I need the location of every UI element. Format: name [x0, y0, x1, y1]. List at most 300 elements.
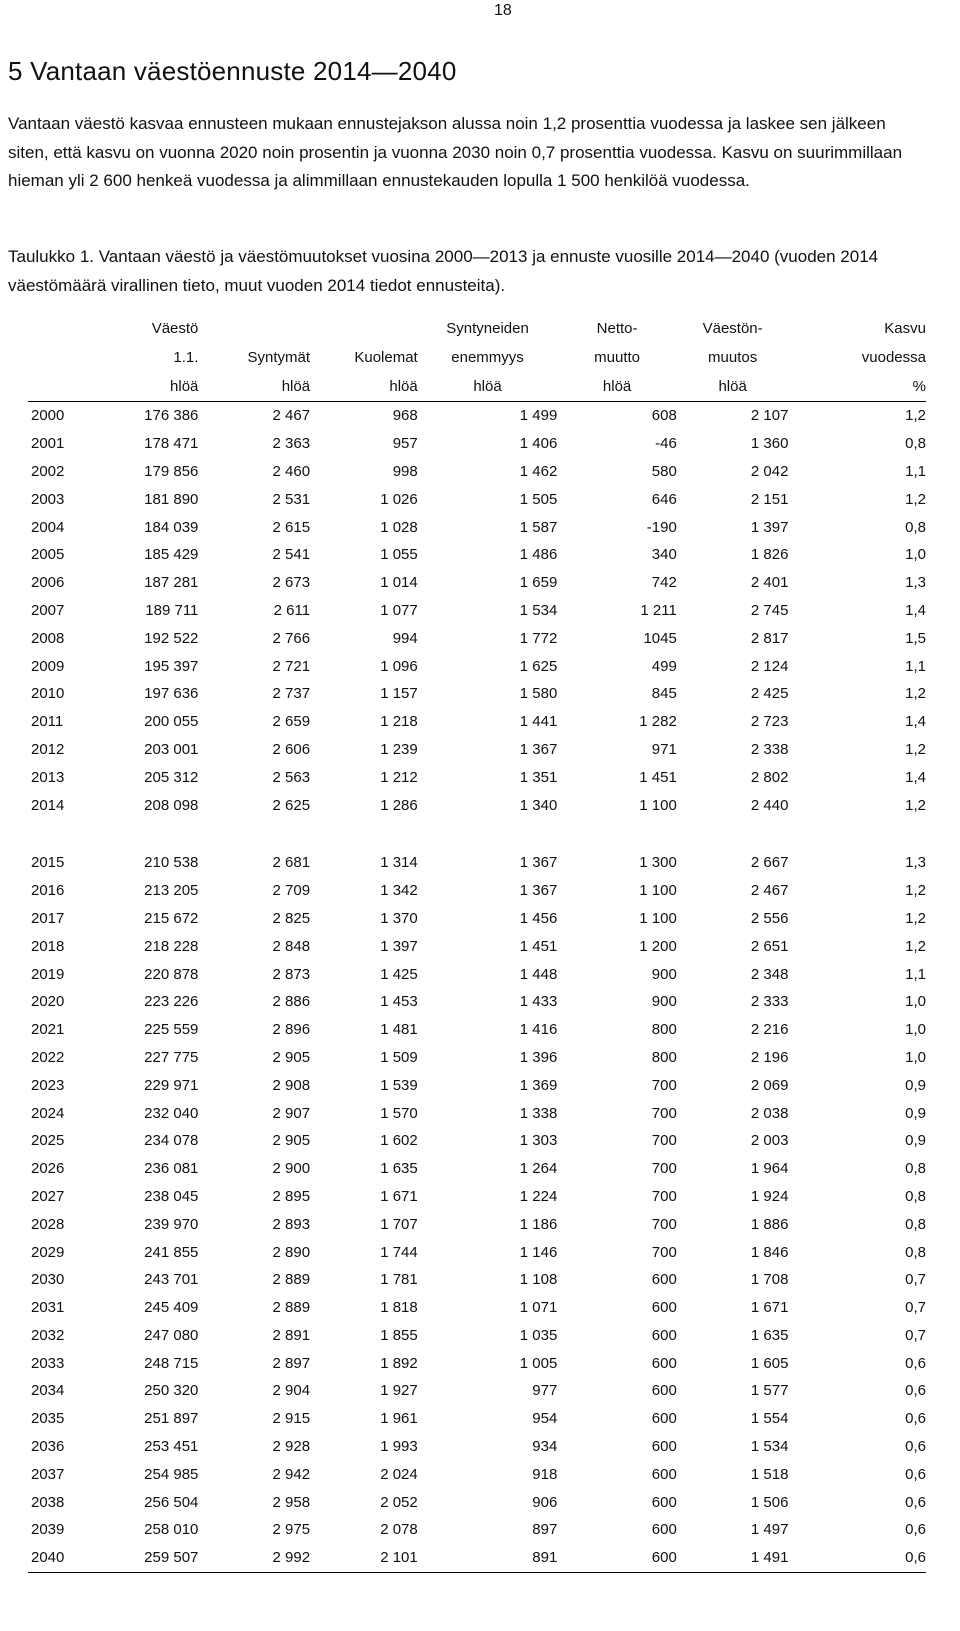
- value-cell: 1 157: [380, 685, 418, 703]
- value-cell: 200 055: [144, 713, 199, 731]
- value-cell: 2 615: [272, 518, 311, 536]
- value-cell: 1 028: [380, 518, 418, 536]
- header-row1-cell: [28, 314, 119, 343]
- value-cell: 2 216: [750, 1021, 789, 1039]
- table-row: [28, 1516, 926, 1544]
- value-cell: 0,8: [905, 1160, 926, 1178]
- value-cell: 1 416: [519, 1021, 558, 1039]
- table-row: [28, 1405, 926, 1433]
- value-cell: 2 889: [272, 1271, 311, 1289]
- value-cell: 1 587: [519, 518, 558, 536]
- year-cell: 2023: [31, 1076, 65, 1094]
- table-row: [28, 1322, 926, 1350]
- header-row1-cell: Syntyneiden: [446, 320, 529, 337]
- year-cell: 2035: [31, 1410, 65, 1428]
- value-cell: 2 915: [272, 1410, 311, 1428]
- value-cell: 1 035: [519, 1326, 558, 1344]
- value-cell: 1 100: [639, 909, 677, 927]
- value-cell: 600: [651, 1410, 677, 1428]
- year-cell: 2040: [28, 1544, 119, 1572]
- year-cell: 2005: [31, 546, 65, 564]
- value-cell: 1 451: [519, 937, 558, 955]
- value-cell: 1,2: [905, 407, 926, 425]
- value-cell: 2 889: [272, 1299, 311, 1317]
- value-cell: 1 570: [380, 1104, 418, 1122]
- value-cell: 1 892: [380, 1354, 418, 1372]
- page-number: 18: [494, 2, 512, 19]
- value-cell: 0,7: [905, 1326, 926, 1344]
- value-cell: 800: [651, 1021, 677, 1039]
- value-cell: 1 964: [750, 1160, 789, 1178]
- value-cell: 225 559: [144, 1021, 199, 1039]
- value-cell: 1,4: [905, 768, 926, 786]
- value-cell: 0,6: [905, 1438, 926, 1456]
- table-body: [28, 402, 926, 1573]
- table-row: [28, 988, 926, 1016]
- value-cell: 2 766: [272, 629, 311, 647]
- value-cell: 1 014: [380, 574, 418, 592]
- value-cell: 2 042: [750, 462, 789, 480]
- value-cell: 2 900: [272, 1160, 311, 1178]
- value-cell: 1 744: [380, 1243, 418, 1261]
- value-cell: 2 440: [750, 796, 789, 814]
- value-cell: 251 897: [144, 1410, 199, 1428]
- value-cell: 253 451: [144, 1438, 199, 1456]
- value-cell: 1,2: [905, 796, 926, 814]
- value-cell: 179 856: [144, 462, 199, 480]
- year-cell: 2008: [31, 629, 65, 647]
- value-cell: 1 518: [750, 1465, 789, 1483]
- value-cell: 1,0: [905, 1021, 926, 1039]
- value-cell: 1 397: [750, 518, 789, 536]
- value-cell: 1 397: [380, 937, 418, 955]
- value-cell: 1 286: [380, 796, 418, 814]
- year-cell: 2037: [31, 1465, 65, 1483]
- value-cell: 227 775: [144, 1048, 199, 1066]
- value-cell: 2 556: [750, 909, 789, 927]
- value-cell: 208 098: [144, 796, 199, 814]
- value-cell: 600: [651, 1493, 677, 1511]
- value-cell: 2 928: [272, 1438, 311, 1456]
- year-cell: 2021: [31, 1021, 65, 1039]
- value-cell: 1 534: [519, 601, 558, 619]
- header-row2-cell: vuodessa: [861, 349, 926, 366]
- value-cell: 1 146: [519, 1243, 558, 1261]
- value-cell: 646: [651, 490, 677, 508]
- value-cell: 891: [418, 1544, 558, 1572]
- value-cell: 203 001: [144, 740, 199, 758]
- year-cell: 2002: [31, 462, 65, 480]
- value-cell: 2 681: [272, 854, 311, 872]
- value-cell: 2 904: [272, 1382, 311, 1400]
- year-cell: 2010: [31, 685, 65, 703]
- value-cell: 2 101: [310, 1544, 418, 1572]
- value-cell: 800: [651, 1048, 677, 1066]
- table-row: [28, 1210, 926, 1238]
- value-cell: 1 425: [380, 965, 418, 983]
- value-cell: 1,1: [905, 965, 926, 983]
- header-row1-cell: Väestö: [151, 320, 199, 337]
- value-cell: 700: [651, 1132, 677, 1150]
- value-cell: 2 895: [272, 1187, 311, 1205]
- value-cell: 998: [392, 462, 418, 480]
- value-cell: 2 541: [272, 546, 311, 564]
- value-cell: 600: [651, 1382, 677, 1400]
- table-row: [28, 763, 926, 791]
- header-row2-cell: 1.1.: [173, 349, 199, 366]
- value-cell: 1,3: [905, 854, 926, 872]
- table-caption: Taulukko 1. Vantaan väestö ja väestömuutokset vuosina 2000—2013 ja ennuste vuosille 2014—2040 (vuoden 2014 väestömäärä virallinen tieto, muut vuoden 2014 tiedot ennusteita).: [8, 247, 879, 295]
- table-row: [28, 1377, 926, 1405]
- value-cell: 1 855: [380, 1326, 418, 1344]
- year-cell: 2028: [31, 1215, 65, 1233]
- units-row: [28, 372, 926, 402]
- value-cell: 1 441: [519, 713, 558, 731]
- value-cell: 1 961: [380, 1410, 418, 1428]
- value-cell: 2 907: [272, 1104, 311, 1122]
- value-cell: 1,0: [905, 1048, 926, 1066]
- value-cell: 0,8: [905, 1243, 926, 1261]
- value-cell: 600: [651, 1299, 677, 1317]
- table-row: [28, 1266, 926, 1294]
- value-cell: 232 040: [144, 1104, 199, 1122]
- value-cell: 2 673: [272, 574, 311, 592]
- table-row: [28, 652, 926, 680]
- value-cell: 2 467: [750, 882, 789, 900]
- year-cell: 2006: [31, 574, 65, 592]
- table-row: [28, 1488, 926, 1516]
- value-cell: 1 509: [380, 1048, 418, 1066]
- table-row: [28, 1294, 926, 1322]
- year-cell: 2009: [31, 657, 65, 675]
- table-row: [28, 905, 926, 933]
- value-cell: 2 992: [198, 1544, 310, 1572]
- table-row: [28, 1349, 926, 1377]
- value-cell: 0,8: [905, 1215, 926, 1233]
- year-cell: 2019: [31, 965, 65, 983]
- value-cell: 1 451: [639, 768, 677, 786]
- header-row-1: [28, 314, 926, 343]
- value-cell: 247 080: [144, 1326, 199, 1344]
- value-cell: 1 846: [750, 1243, 789, 1261]
- value-cell: 1,2: [905, 937, 926, 955]
- value-cell: 1 369: [519, 1076, 558, 1094]
- value-cell: 2 905: [272, 1132, 311, 1150]
- value-cell: 213 205: [144, 882, 199, 900]
- value-cell: 2 975: [272, 1521, 311, 1539]
- value-cell: 1,5: [905, 629, 926, 647]
- value-cell: 245 409: [144, 1299, 199, 1317]
- value-cell: 1 100: [639, 796, 677, 814]
- value-cell: 1 239: [380, 740, 418, 758]
- value-cell: 1 367: [519, 740, 558, 758]
- year-cell: 2024: [31, 1104, 65, 1122]
- value-cell: 600: [651, 1465, 677, 1483]
- value-cell: 968: [392, 407, 418, 425]
- value-cell: 0,7: [905, 1271, 926, 1289]
- value-cell: 1 671: [750, 1299, 789, 1317]
- value-cell: 2 721: [272, 657, 311, 675]
- value-cell: 1,2: [905, 882, 926, 900]
- year-cell: 2015: [31, 854, 65, 872]
- value-cell: 0,6: [905, 1410, 926, 1428]
- table-row: [28, 430, 926, 458]
- value-cell: 1,4: [905, 713, 926, 731]
- header-row2-cell: enemmyys: [451, 349, 524, 366]
- value-cell: 2 467: [272, 407, 311, 425]
- value-cell: 580: [651, 462, 677, 480]
- value-cell: 2 024: [380, 1465, 418, 1483]
- value-cell: 1 505: [519, 490, 558, 508]
- table-row: [28, 1460, 926, 1488]
- value-cell: 2 817: [750, 629, 789, 647]
- value-cell: 178 471: [144, 435, 199, 453]
- value-cell: 1 772: [519, 629, 558, 647]
- year-cell: 2014: [31, 796, 65, 814]
- value-cell: 2 873: [272, 965, 311, 983]
- value-cell: 2 401: [750, 574, 789, 592]
- value-cell: 1 577: [750, 1382, 789, 1400]
- table-row: [28, 1183, 926, 1211]
- value-cell: 1 338: [519, 1104, 558, 1122]
- value-cell: 239 970: [144, 1215, 199, 1233]
- value-cell: 2 078: [380, 1521, 418, 1539]
- year-cell: 2018: [31, 937, 65, 955]
- value-cell: 0,9: [905, 1076, 926, 1094]
- value-cell: 1 005: [519, 1354, 558, 1372]
- value-cell: 189 711: [145, 601, 199, 619]
- table-row: [28, 1016, 926, 1044]
- header-row2-cell: muutto: [594, 349, 640, 366]
- value-cell: 234 078: [144, 1132, 199, 1150]
- value-cell: 236 081: [144, 1160, 199, 1178]
- value-cell: 1 635: [380, 1160, 418, 1178]
- value-cell: 2 338: [750, 740, 789, 758]
- value-cell: 2 038: [750, 1104, 789, 1122]
- chapter-title: 5 Vantaan väestöennuste 2014—2040: [8, 56, 457, 86]
- value-cell: 2 802: [750, 768, 789, 786]
- value-cell: 1 224: [519, 1187, 558, 1205]
- header-row1-cell: [198, 314, 310, 343]
- table-row: [28, 1544, 926, 1572]
- value-cell: 243 701: [144, 1271, 199, 1289]
- value-cell: 1 497: [750, 1521, 789, 1539]
- year-cell: 2020: [31, 993, 65, 1011]
- year-cell: 2011: [31, 713, 64, 731]
- year-cell: 2013: [31, 768, 65, 786]
- value-cell: 934: [532, 1438, 558, 1456]
- units-row-cell: %: [788, 372, 926, 402]
- value-cell: 1 396: [519, 1048, 558, 1066]
- value-cell: 1 303: [519, 1132, 558, 1150]
- value-cell: 1 055: [380, 546, 418, 564]
- value-cell: 600: [651, 1271, 677, 1289]
- value-cell: 1 314: [380, 854, 418, 872]
- value-cell: 1 491: [677, 1544, 789, 1572]
- table-row: [28, 402, 926, 430]
- value-cell: 700: [651, 1104, 677, 1122]
- value-cell: 2 625: [272, 796, 311, 814]
- year-cell: 2026: [31, 1160, 65, 1178]
- value-cell: 2 003: [750, 1132, 789, 1150]
- intro-paragraph: Vantaan väestö kasvaa ennusteen mukaan ennustejakson alussa noin 1,2 prosenttia vuodessa ja laskee sen jälkeen siten, että kasvu on vuonna 2020 noin prosentin ja vuonna 2030 noin 0,7 prosenttia vuodessa. Kasvu on suurimmillaan hieman yli 2 600 henkeä vuodessa ja alimmillaan ennustekauden lopulla 1 500 henkilöä vuodessa.: [8, 114, 903, 190]
- value-cell: 0,7: [905, 1299, 926, 1317]
- gap-cell: [28, 819, 926, 849]
- units-row-cell: hlöä: [677, 372, 789, 402]
- value-cell: 1,1: [905, 657, 926, 675]
- value-cell: 187 281: [144, 574, 199, 592]
- value-cell: 1 539: [380, 1076, 418, 1094]
- value-cell: 2 737: [272, 685, 311, 703]
- value-cell: 184 039: [144, 518, 199, 536]
- value-cell: 1 077: [380, 601, 418, 619]
- value-cell: 223 226: [144, 993, 199, 1011]
- value-cell: 845: [651, 685, 677, 703]
- value-cell: 2 651: [750, 937, 789, 955]
- units-row-cell: hlöä: [418, 372, 558, 402]
- value-cell: 1 886: [750, 1215, 789, 1233]
- value-cell: 2 848: [272, 937, 311, 955]
- year-cell: 2001: [31, 435, 65, 453]
- value-cell: 2 196: [750, 1048, 789, 1066]
- table-gap-row: [28, 819, 926, 849]
- value-cell: 1 212: [380, 768, 418, 786]
- value-cell: 1 300: [639, 854, 677, 872]
- table-row: [28, 569, 926, 597]
- value-cell: 1 707: [380, 1215, 418, 1233]
- value-cell: 700: [651, 1187, 677, 1205]
- value-cell: 2 896: [272, 1021, 311, 1039]
- value-cell: 2 611: [273, 601, 311, 619]
- value-cell: 1 360: [750, 435, 789, 453]
- value-cell: 2 460: [272, 462, 311, 480]
- value-cell: 1 486: [519, 546, 558, 564]
- value-cell: 250 320: [144, 1382, 199, 1400]
- value-cell: 215 672: [144, 909, 199, 927]
- header-row2-cell: muutos: [708, 349, 758, 366]
- value-cell: 1 625: [519, 657, 558, 675]
- units-row-cell: hlöä: [310, 372, 418, 402]
- value-cell: 957: [392, 435, 418, 453]
- year-cell: 2007: [31, 601, 65, 619]
- value-cell: 1 602: [380, 1132, 418, 1150]
- table-row: [28, 513, 926, 541]
- value-cell: 600: [651, 1438, 677, 1456]
- value-cell: 1 659: [519, 574, 558, 592]
- value-cell: 1 282: [639, 713, 677, 731]
- units-row-cell: hlöä: [119, 372, 199, 402]
- value-cell: 2 606: [272, 740, 311, 758]
- value-cell: 1 453: [380, 993, 418, 1011]
- table-row: [28, 1099, 926, 1127]
- header-row2-cell: Kuolemat: [354, 349, 418, 366]
- table-row: [28, 1155, 926, 1183]
- value-cell: 1,0: [905, 546, 926, 564]
- value-cell: 1 462: [519, 462, 558, 480]
- value-cell: 181 890: [144, 490, 199, 508]
- value-cell: 994: [392, 629, 418, 647]
- table-row: [28, 597, 926, 625]
- value-cell: 176 386: [144, 407, 199, 425]
- value-cell: 185 429: [144, 546, 199, 564]
- value-cell: 0,6: [905, 1521, 926, 1539]
- value-cell: 1 096: [380, 657, 418, 675]
- value-cell: 1 708: [750, 1271, 789, 1289]
- table-row: [28, 736, 926, 764]
- value-cell: 0,6: [905, 1493, 926, 1511]
- year-cell: 2025: [31, 1132, 65, 1150]
- value-cell: 210 538: [144, 854, 199, 872]
- value-cell: 2 667: [750, 854, 789, 872]
- table-row: [28, 1433, 926, 1461]
- value-cell: 600: [651, 1326, 677, 1344]
- value-cell: 1 826: [750, 546, 789, 564]
- value-cell: 700: [651, 1076, 677, 1094]
- header-row1-cell: Kasvu: [884, 320, 926, 337]
- value-cell: 1045: [643, 629, 677, 647]
- value-cell: -190: [646, 518, 677, 536]
- value-cell: 2 563: [272, 768, 311, 786]
- value-cell: 1 448: [519, 965, 558, 983]
- value-cell: 600: [651, 1521, 677, 1539]
- value-cell: 1 605: [750, 1354, 789, 1372]
- year-cell: 2022: [31, 1048, 65, 1066]
- value-cell: 1 927: [380, 1382, 418, 1400]
- value-cell: 1 367: [519, 854, 558, 872]
- value-cell: 608: [651, 407, 677, 425]
- value-cell: 1 200: [639, 937, 677, 955]
- value-cell: 1 211: [640, 601, 677, 619]
- header-row-2: [28, 343, 926, 372]
- value-cell: 2 745: [750, 601, 789, 619]
- table-row: [28, 458, 926, 486]
- table-row: [28, 485, 926, 513]
- value-cell: 1 580: [519, 685, 558, 703]
- value-cell: 2 069: [750, 1076, 789, 1094]
- value-cell: 2 659: [272, 713, 311, 731]
- value-cell: 2 897: [272, 1354, 311, 1372]
- value-cell: 340: [651, 546, 677, 564]
- value-cell: 0,9: [905, 1132, 926, 1150]
- table-row: [28, 708, 926, 736]
- table-row: [28, 932, 926, 960]
- value-cell: 918: [532, 1465, 558, 1483]
- value-cell: 1,0: [905, 993, 926, 1011]
- value-cell: 2 890: [272, 1243, 311, 1261]
- value-cell: 1 186: [519, 1215, 558, 1233]
- units-row-cell: hlöä: [198, 372, 310, 402]
- value-cell: 0,6: [905, 1465, 926, 1483]
- value-cell: 499: [651, 657, 677, 675]
- value-cell: 258 010: [144, 1521, 199, 1539]
- table-row: [28, 849, 926, 877]
- value-cell: 600: [651, 1354, 677, 1372]
- value-cell: 1 340: [519, 796, 558, 814]
- table-row: [28, 1238, 926, 1266]
- value-cell: 1 433: [519, 993, 558, 1011]
- value-cell: 906: [532, 1493, 558, 1511]
- value-cell: 1 108: [519, 1271, 558, 1289]
- value-cell: 954: [532, 1410, 558, 1428]
- value-cell: 2 825: [272, 909, 311, 927]
- value-cell: 254 985: [144, 1465, 199, 1483]
- year-cell: 2000: [31, 407, 65, 425]
- value-cell: 742: [651, 574, 677, 592]
- value-cell: 1 924: [750, 1187, 789, 1205]
- value-cell: 0,9: [905, 1104, 926, 1122]
- value-cell: 1,2: [905, 490, 926, 508]
- value-cell: 2 124: [750, 657, 789, 675]
